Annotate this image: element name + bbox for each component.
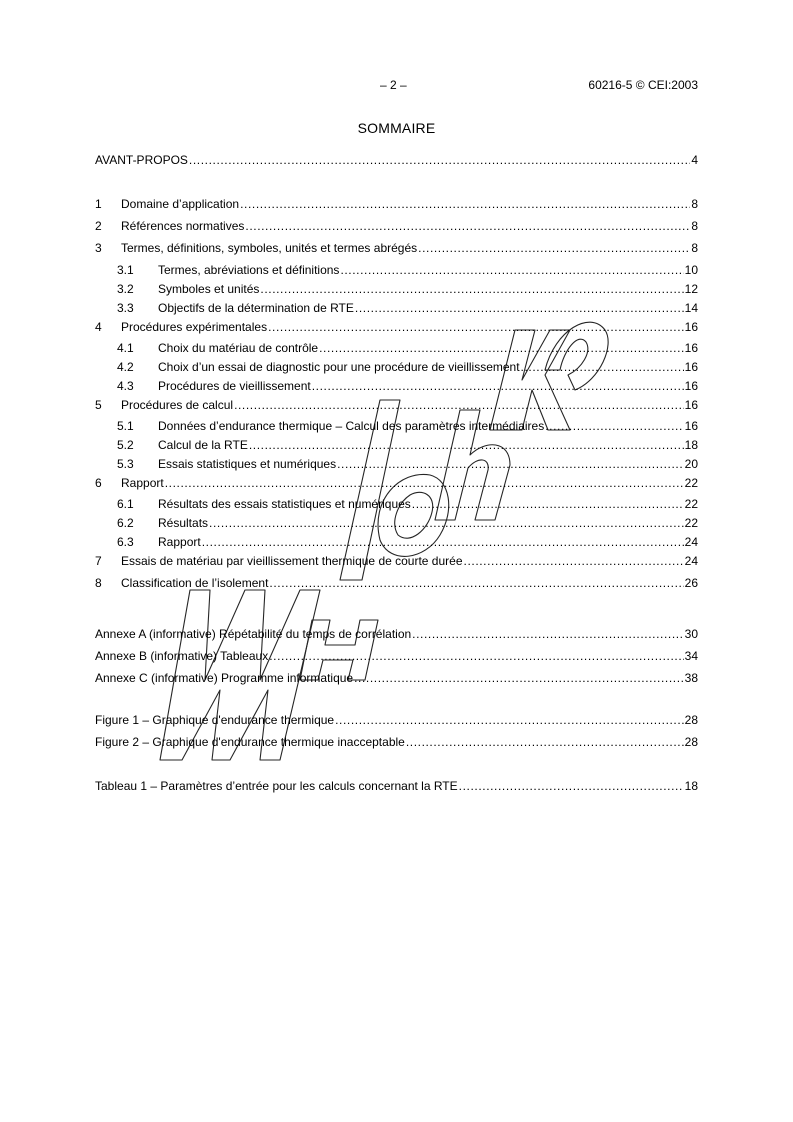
toc-label: Termes, définitions, symboles, unités et termes abrégés [121, 241, 418, 255]
toc-page: 26 [684, 576, 698, 590]
toc-number: 3.3 [117, 301, 134, 315]
toc-page: 20 [684, 457, 698, 471]
toc-number: 4.1 [117, 341, 134, 355]
toc-label: Domaine d’application [121, 197, 240, 211]
toc-label: Classification de l’isolement [121, 576, 269, 590]
toc-label: Choix d’un essai de diagnostic pour une procédure de vieillissement [158, 360, 520, 374]
toc-entry[interactable] [117, 281, 698, 297]
toc-page: 12 [684, 282, 698, 296]
toc-page: 34 [684, 649, 698, 663]
toc-page: 22 [684, 476, 698, 490]
toc-entry[interactable] [117, 262, 698, 278]
toc-number: 4 [95, 320, 102, 334]
toc-page: 10 [684, 263, 698, 277]
toc-entry-annex[interactable] [95, 670, 698, 686]
toc-page: 8 [691, 241, 698, 255]
page-title: SOMMAIRE [357, 120, 436, 136]
toc-entry[interactable] [95, 319, 698, 335]
toc-entry[interactable] [95, 575, 698, 591]
toc-label: Essais de matériau par vieillissement thermique de courte durée [121, 554, 463, 568]
toc-label: Procédures de vieillissement [158, 379, 311, 393]
toc-page: 22 [684, 497, 698, 511]
toc-page: 38 [684, 671, 698, 685]
toc-entry-figure[interactable] [95, 712, 698, 728]
toc-number: 1 [95, 197, 102, 211]
toc-entry[interactable] [95, 240, 698, 256]
toc-leader [459, 778, 684, 794]
toc-label: Résultats des essais statistiques et numériques [158, 497, 411, 511]
toc-page: 8 [691, 219, 698, 233]
toc-page: 18 [684, 438, 698, 452]
toc-leader [319, 340, 684, 356]
toc-label: Procédures expérimentales [121, 320, 268, 334]
toc-entry[interactable] [95, 218, 698, 234]
toc-label: Tableau 1 – Paramètres d’entrée pour les calculs concernant la RTE [95, 779, 458, 793]
toc-page: 14 [684, 301, 698, 315]
toc-number: 3.1 [117, 263, 134, 277]
toc-page: 18 [684, 779, 698, 793]
toc-leader [418, 240, 690, 256]
toc-entry[interactable] [117, 300, 698, 316]
toc-number: 4.3 [117, 379, 134, 393]
toc-entry[interactable] [117, 496, 698, 512]
toc-entry[interactable] [117, 340, 698, 356]
page-header [0, 78, 793, 94]
toc-entry[interactable] [117, 515, 698, 531]
toc-entry-table[interactable] [95, 778, 698, 794]
toc-number: 4.2 [117, 360, 134, 374]
toc-page: 28 [684, 713, 698, 727]
toc-page: 24 [684, 554, 698, 568]
toc-leader [189, 152, 690, 168]
toc-leader [406, 734, 684, 750]
toc-entry[interactable] [117, 456, 698, 472]
toc-leader [240, 196, 690, 212]
toc-label: Calcul de la RTE [158, 438, 248, 452]
toc-number: 6.1 [117, 497, 134, 511]
toc-entry-foreword[interactable] [95, 152, 698, 168]
toc-page: 8 [691, 197, 698, 211]
toc-leader [209, 515, 684, 531]
toc-label: AVANT-PROPOS [95, 153, 188, 167]
toc-label: Choix du matériau de contrôle [158, 341, 319, 355]
toc-leader [354, 670, 684, 686]
toc-number: 5.2 [117, 438, 134, 452]
toc-number: 5.3 [117, 457, 134, 471]
page-number: – 2 – [380, 78, 407, 92]
toc-leader [412, 496, 684, 512]
toc-leader [312, 378, 684, 394]
toc-number: 6.2 [117, 516, 134, 530]
toc-entry[interactable] [95, 475, 698, 491]
toc-entry-annex[interactable] [95, 626, 698, 642]
toc-leader [412, 626, 683, 642]
toc-entry[interactable] [95, 553, 698, 569]
toc-leader [268, 319, 684, 335]
toc-number: 6.3 [117, 535, 134, 549]
toc-leader [249, 437, 684, 453]
toc-page: 4 [691, 153, 698, 167]
toc-entry[interactable] [117, 534, 698, 550]
toc-page: 16 [684, 379, 698, 393]
toc-label: Annexe B (informative) Tableaux [95, 649, 269, 663]
toc-leader [269, 648, 683, 664]
toc-entry[interactable] [117, 418, 698, 434]
toc-label: Références normatives [121, 219, 245, 233]
toc-number: 6 [95, 476, 102, 490]
toc-number: 5 [95, 398, 102, 412]
toc-page: 28 [684, 735, 698, 749]
toc-page: 30 [684, 627, 698, 641]
toc-label: Termes, abréviations et définitions [158, 263, 340, 277]
toc-entry-figure[interactable] [95, 734, 698, 750]
toc-label: Figure 1 – Graphique d'endurance thermique [95, 713, 335, 727]
toc-leader [337, 456, 684, 472]
toc-entry[interactable] [95, 196, 698, 212]
toc-number: 5.1 [117, 419, 134, 433]
toc-leader [260, 281, 683, 297]
toc-page: 16 [684, 341, 698, 355]
toc-leader [202, 534, 684, 550]
toc-page: 16 [684, 419, 698, 433]
toc-number: 3.2 [117, 282, 134, 296]
toc-leader [245, 218, 690, 234]
toc-label: Rapport [158, 535, 201, 549]
toc-page: 24 [684, 535, 698, 549]
toc-label: Résultats [158, 516, 209, 530]
toc-label: Annexe C (informative) Programme informatique [95, 671, 354, 685]
toc-number: 7 [95, 554, 102, 568]
toc-entry[interactable] [117, 359, 698, 375]
toc-number: 3 [95, 241, 102, 255]
toc-label: Essais statistiques et numériques [158, 457, 337, 471]
toc-number: 2 [95, 219, 102, 233]
toc-leader [335, 712, 684, 728]
toc-leader [234, 397, 684, 413]
toc-leader [521, 359, 684, 375]
toc-label: Annexe A (informative) Répétabilité du temps de corrélation [95, 627, 412, 641]
toc-label: Rapport [121, 476, 164, 490]
standard-reference: 60216-5 © CEI:2003 [588, 78, 698, 92]
toc-label: Figure 2 – Graphique d'endurance thermique inacceptable [95, 735, 405, 749]
toc-leader [545, 418, 683, 434]
toc-entry[interactable] [117, 437, 698, 453]
toc-entry[interactable] [95, 397, 698, 413]
toc-page: 16 [684, 320, 698, 334]
toc-label: Objectifs de la détermination de RTE [158, 301, 354, 315]
toc-page: 16 [684, 398, 698, 412]
toc-label: Procédures de calcul [121, 398, 234, 412]
toc-leader [165, 475, 684, 491]
toc-label: Symboles et unités [158, 282, 260, 296]
toc-leader [464, 553, 684, 569]
toc-entry[interactable] [117, 378, 698, 394]
toc-label: Données d’endurance thermique – Calcul des paramètres intermédiaires [158, 419, 545, 433]
toc-number: 8 [95, 576, 102, 590]
toc-leader [269, 575, 683, 591]
toc-leader [355, 300, 684, 316]
toc-page: 22 [684, 516, 698, 530]
toc-page: 16 [684, 360, 698, 374]
toc-entry-annex[interactable] [95, 648, 698, 664]
toc-leader [340, 262, 683, 278]
